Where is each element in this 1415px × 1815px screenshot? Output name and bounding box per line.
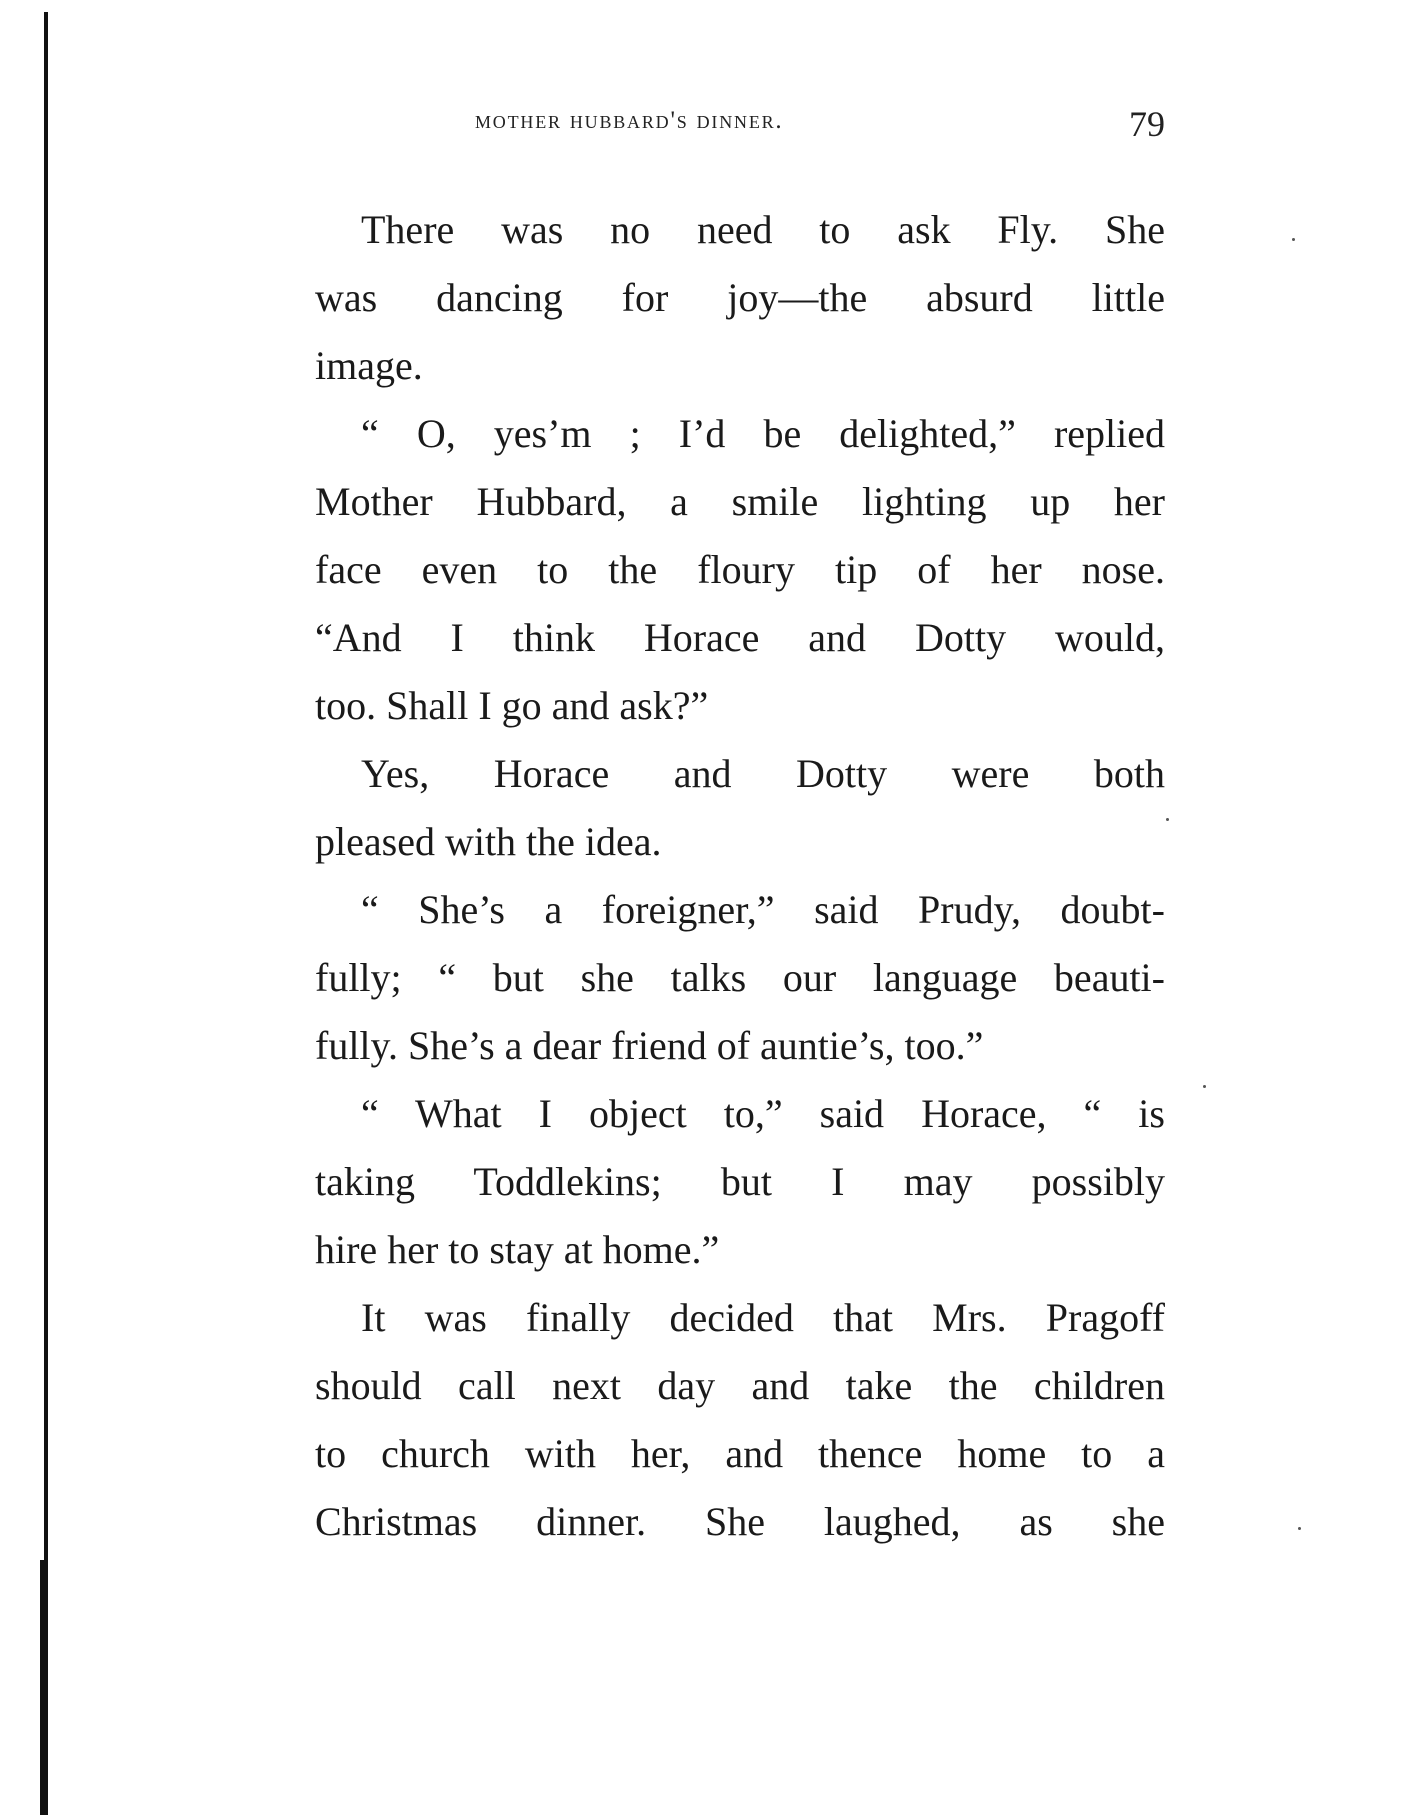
text-line: “ O, yes’m ; I’d be delighted,” replied xyxy=(361,411,1165,456)
text-line: Christmas dinner. She laughed, as she xyxy=(315,1499,1165,1544)
running-title: mother hubbard's dinner. xyxy=(475,107,784,134)
text-line: fully. She’s a dear friend of auntie’s, too.” xyxy=(315,1023,984,1068)
text-line: Yes, Horace and Dotty were both xyxy=(361,751,1165,796)
text-line: “And I think Horace and Dotty would, xyxy=(315,615,1165,660)
text-line: image. xyxy=(315,343,423,388)
body-text xyxy=(315,196,1165,1556)
page-binding-shadow xyxy=(40,1560,48,1815)
text-line: face even to the floury tip of her nose. xyxy=(315,547,1165,592)
text-line: was dancing for joy—the absurd little xyxy=(315,275,1165,320)
scan-speck xyxy=(1298,1527,1301,1530)
text-line: “ What I object to,” said Horace, “ is xyxy=(361,1091,1165,1136)
text-line: too. Shall I go and ask?” xyxy=(315,683,709,728)
text-line: Mother Hubbard, a smile lighting up her xyxy=(315,479,1165,524)
text-line: to church with her, and thence home to a xyxy=(315,1431,1165,1476)
text-line: should call next day and take the children xyxy=(315,1363,1165,1408)
scan-speck xyxy=(1166,818,1169,821)
page-binding-edge xyxy=(44,12,48,1812)
running-head xyxy=(475,103,1170,143)
text-line: pleased with the idea. xyxy=(315,819,662,864)
text-line: There was no need to ask Fly. She xyxy=(361,207,1165,252)
text-line: hire her to stay at home.” xyxy=(315,1227,720,1272)
text-line: It was finally decided that Mrs. Pragoff xyxy=(361,1295,1165,1340)
text-line: taking Toddlekins; but I may possibly xyxy=(315,1159,1165,1204)
page-number: 79 xyxy=(1129,104,1165,144)
scan-speck xyxy=(1292,238,1295,241)
scan-speck xyxy=(1203,1085,1206,1088)
text-line: fully; “ but she talks our language beauti- xyxy=(315,955,1165,1000)
text-line: “ She’s a foreigner,” said Prudy, doubt- xyxy=(361,887,1165,932)
